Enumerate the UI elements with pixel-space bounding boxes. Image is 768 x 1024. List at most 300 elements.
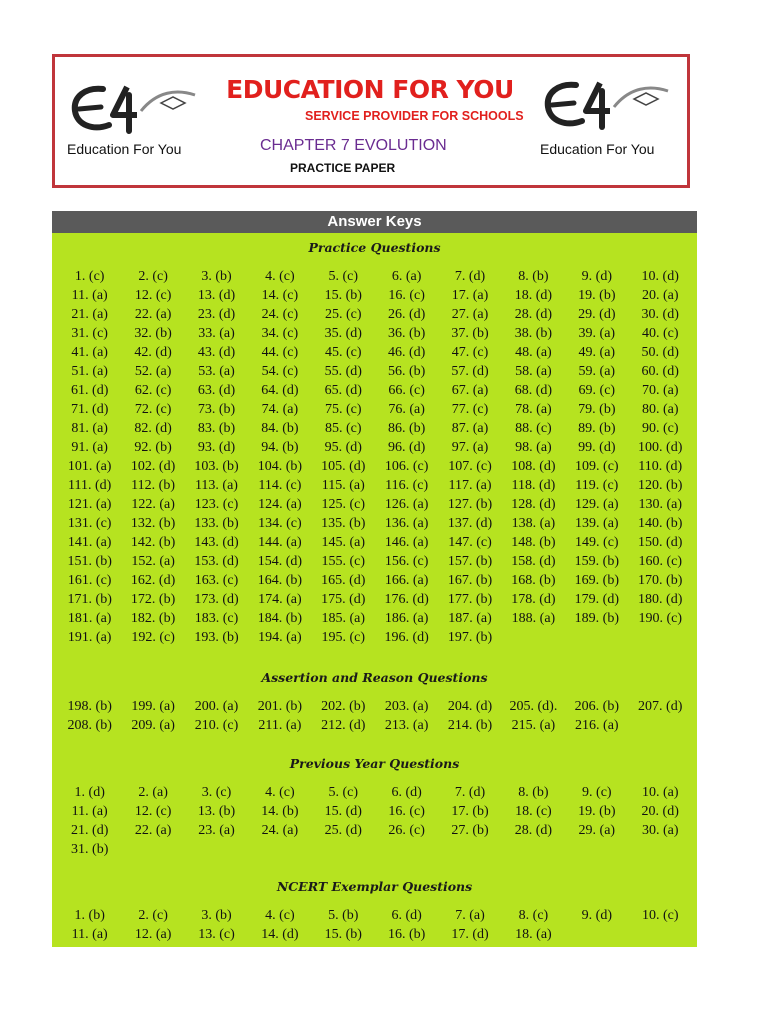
answer-cell: 94. (b) bbox=[261, 440, 299, 455]
answer-cell: 41. (a) bbox=[71, 345, 108, 360]
answer-cell: 12. (c) bbox=[134, 288, 172, 303]
section-title: Previous Year Questions bbox=[289, 756, 460, 771]
answer-cell: 180. (d) bbox=[638, 592, 683, 607]
answer-cell: 72. (c) bbox=[134, 402, 172, 417]
answer-cell: 24. (c) bbox=[261, 307, 299, 322]
answer-row bbox=[58, 628, 692, 647]
answer-row bbox=[58, 267, 692, 286]
answer-row bbox=[58, 495, 692, 514]
answer-cell: 168. (b) bbox=[511, 573, 556, 588]
answer-cell: 145. (a) bbox=[321, 535, 366, 550]
logo-caption-right: Education For You bbox=[540, 141, 655, 157]
answer-cell: 54. (c) bbox=[261, 364, 299, 379]
answer-cell: 74. (a) bbox=[261, 402, 299, 417]
answer-cell: 122. (a) bbox=[131, 497, 175, 512]
answer-cell: 161. (c) bbox=[67, 573, 112, 588]
answer-cell: 6. (a) bbox=[391, 269, 422, 284]
answer-row bbox=[58, 438, 692, 457]
answer-cell: 115. (a) bbox=[321, 478, 365, 493]
answer-cell: 203. (a) bbox=[384, 699, 429, 714]
answer-cell: 112. (b) bbox=[131, 478, 175, 493]
section-title: Assertion and Reason Questions bbox=[261, 670, 488, 685]
answer-cell: 199. (a) bbox=[131, 699, 175, 714]
answer-cell: 64. (d) bbox=[261, 383, 299, 398]
answer-cell: 91. (a) bbox=[71, 440, 108, 455]
answer-cell: 160. (c) bbox=[638, 554, 682, 569]
answer-cell: 88. (c) bbox=[515, 421, 552, 436]
answer-cell: 85. (c) bbox=[324, 421, 362, 436]
answer-cell: 105. (d) bbox=[321, 459, 366, 474]
answer-cell: 165. (d) bbox=[321, 573, 366, 588]
answer-cell: 213. (a) bbox=[384, 718, 429, 733]
answer-row bbox=[58, 419, 692, 438]
answer-cell: 136. (a) bbox=[384, 516, 429, 531]
answer-cell: 49. (a) bbox=[578, 345, 616, 360]
answer-cell: 10. (a) bbox=[641, 785, 679, 800]
answer-cell: 29. (d) bbox=[578, 307, 616, 322]
answer-row bbox=[58, 514, 692, 533]
answer-cell: 194. (a) bbox=[258, 630, 302, 645]
answer-cell: 24. (a) bbox=[261, 823, 299, 838]
answer-cell: 17. (a) bbox=[451, 288, 489, 303]
answer-row bbox=[58, 697, 692, 716]
answer-cell: 175. (d) bbox=[321, 592, 366, 607]
answer-cell: 148. (b) bbox=[511, 535, 556, 550]
answer-cell: 18. (c) bbox=[515, 804, 552, 819]
answer-row bbox=[58, 821, 692, 840]
answer-cell: 61. (d) bbox=[71, 383, 109, 398]
answer-cell: 173. (d) bbox=[194, 592, 239, 607]
answer-cell: 134. (c) bbox=[258, 516, 302, 531]
answer-cell: 79. (b) bbox=[578, 402, 616, 417]
answer-cell: 56. (b) bbox=[387, 364, 426, 379]
answer-cell: 111. (d) bbox=[68, 478, 112, 493]
e4u-logo-icon bbox=[65, 81, 205, 141]
answer-cell: 31. (c) bbox=[71, 326, 108, 341]
answer-cell: 140. (b) bbox=[638, 516, 683, 531]
answer-cell: 190. (c) bbox=[638, 611, 682, 626]
answer-cell: 176. (d) bbox=[384, 592, 429, 607]
answer-cell: 1. (d) bbox=[74, 785, 105, 800]
answer-cell: 36. (b) bbox=[387, 326, 426, 341]
answer-cell: 196. (d) bbox=[384, 630, 429, 645]
answer-row bbox=[58, 362, 692, 381]
answer-cell: 209. (a) bbox=[131, 718, 175, 733]
section-title: Practice Questions bbox=[308, 240, 441, 255]
answer-cell: 164. (b) bbox=[257, 573, 303, 588]
answer-cell: 215. (a) bbox=[511, 718, 556, 733]
answer-cell: 204. (d) bbox=[447, 699, 493, 714]
answer-cell: 172. (b) bbox=[130, 592, 176, 607]
answer-cell: 18. (d) bbox=[514, 288, 553, 303]
answer-cell: 30. (a) bbox=[641, 823, 679, 838]
answer-cell: 108. (d) bbox=[511, 459, 556, 474]
answer-row bbox=[58, 571, 692, 590]
answer-cell: 29. (a) bbox=[578, 823, 616, 838]
answer-cell: 110. (d) bbox=[638, 459, 683, 474]
answer-row bbox=[58, 552, 692, 571]
answer-cell: 14. (b) bbox=[261, 804, 299, 819]
answer-cell: 43. (d) bbox=[197, 345, 236, 360]
answer-cell: 9. (c) bbox=[582, 785, 612, 800]
answer-cell: 13. (d) bbox=[197, 288, 236, 303]
answer-cell: 170. (b) bbox=[638, 573, 683, 588]
answer-cell: 2. (c) bbox=[138, 908, 168, 923]
header-banner bbox=[52, 54, 690, 188]
answer-cell: 89. (b) bbox=[578, 421, 616, 436]
answer-cell: 184. (b) bbox=[257, 611, 303, 626]
answer-cell: 207. (d) bbox=[638, 699, 683, 714]
answer-cell: 117. (a) bbox=[448, 478, 492, 493]
answer-cell: 138. (a) bbox=[511, 516, 556, 531]
answer-cell: 174. (a) bbox=[258, 592, 302, 607]
answer-cell: 33. (a) bbox=[198, 326, 235, 341]
answer-row bbox=[58, 533, 692, 552]
answer-cell: 8. (b) bbox=[518, 269, 549, 284]
answer-cell: 186. (a) bbox=[384, 611, 429, 626]
answer-cell: 3. (b) bbox=[201, 908, 232, 923]
answer-cell: 200. (a) bbox=[194, 699, 239, 714]
answer-grid bbox=[58, 697, 692, 735]
answer-cell: 187. (a) bbox=[448, 611, 492, 626]
answer-cell: 205. (d). bbox=[509, 699, 558, 714]
answer-cell: 10. (d) bbox=[641, 269, 679, 284]
answer-cell: 76. (a) bbox=[388, 402, 425, 417]
answer-cell: 124. (a) bbox=[258, 497, 302, 512]
section-title: NCERT Exemplar Questions bbox=[276, 879, 473, 894]
answer-row bbox=[58, 286, 692, 305]
answer-cell: 11. (a) bbox=[71, 927, 108, 942]
answer-cell: 22. (a) bbox=[134, 307, 172, 322]
answer-cell: 169. (b) bbox=[574, 573, 619, 588]
answer-cell: 156. (c) bbox=[384, 554, 429, 569]
answer-cell: 119. (c) bbox=[575, 478, 619, 493]
header-title: EDUCATION FOR YOU bbox=[226, 75, 514, 104]
answer-cell: 6. (d) bbox=[391, 785, 422, 800]
answer-cell: 188. (a) bbox=[511, 611, 556, 626]
answer-cell: 2. (c) bbox=[138, 269, 168, 284]
answer-cell: 4. (c) bbox=[265, 785, 295, 800]
answer-cell: 70. (a) bbox=[641, 383, 679, 398]
answer-cell: 15. (b) bbox=[324, 288, 362, 303]
answer-cell: 125. (c) bbox=[321, 497, 366, 512]
answer-cell: 6. (d) bbox=[391, 908, 422, 923]
answer-cell: 192. (c) bbox=[131, 630, 175, 645]
answer-cell: 38. (b) bbox=[514, 326, 553, 341]
answer-cell: 137. (d) bbox=[447, 516, 493, 531]
answer-cell: 23. (a) bbox=[198, 823, 235, 838]
answer-cell: 84. (b) bbox=[261, 421, 299, 436]
answer-cell: 16. (c) bbox=[388, 288, 425, 303]
answer-cell: 90. (c) bbox=[641, 421, 679, 436]
answer-cell: 126. (a) bbox=[384, 497, 429, 512]
answer-cell: 81. (a) bbox=[71, 421, 108, 436]
answer-cell: 195. (c) bbox=[321, 630, 366, 645]
answer-row bbox=[58, 802, 692, 821]
answer-cell: 59. (a) bbox=[578, 364, 616, 379]
answer-keys-panel bbox=[52, 233, 697, 947]
answer-keys-title: Answer Keys bbox=[52, 211, 697, 233]
answer-cell: 28. (d) bbox=[514, 823, 553, 838]
answer-cell: 8. (c) bbox=[518, 908, 549, 923]
answer-cell: 185. (a) bbox=[321, 611, 366, 626]
answer-cell: 193. (b) bbox=[194, 630, 239, 645]
answer-cell: 154. (d) bbox=[257, 554, 303, 569]
answer-cell: 95. (d) bbox=[324, 440, 362, 455]
answer-cell: 5. (b) bbox=[328, 908, 359, 923]
answer-cell: 214. (b) bbox=[447, 718, 493, 733]
answer-cell: 22. (a) bbox=[134, 823, 172, 838]
answer-cell: 44. (c) bbox=[261, 345, 299, 360]
answer-row bbox=[58, 840, 692, 859]
answer-grid bbox=[58, 906, 692, 944]
answer-cell: 129. (a) bbox=[575, 497, 619, 512]
answer-cell: 132. (b) bbox=[130, 516, 176, 531]
answer-cell: 93. (d) bbox=[197, 440, 236, 455]
answer-cell: 2. (a) bbox=[138, 785, 168, 800]
answer-row bbox=[58, 324, 692, 343]
answer-cell: 27. (b) bbox=[451, 823, 489, 838]
answer-cell: 15. (b) bbox=[324, 927, 362, 942]
answer-cell: 212. (d) bbox=[321, 718, 366, 733]
answer-cell: 107. (c) bbox=[448, 459, 492, 474]
answer-cell: 189. (b) bbox=[574, 611, 619, 626]
answer-cell: 198. (b) bbox=[67, 699, 112, 714]
answer-cell: 114. (c) bbox=[258, 478, 302, 493]
answer-cell: 182. (b) bbox=[130, 611, 176, 626]
answer-cell: 23. (d) bbox=[197, 307, 236, 322]
answer-cell: 12. (a) bbox=[134, 927, 172, 942]
answer-cell: 151. (b) bbox=[67, 554, 112, 569]
answer-cell: 55. (d) bbox=[324, 364, 362, 379]
answer-cell: 9. (d) bbox=[581, 908, 612, 923]
answer-cell: 208. (b) bbox=[67, 718, 112, 733]
answer-cell: 83. (b) bbox=[197, 421, 236, 436]
answer-cell: 201. (b) bbox=[257, 699, 303, 714]
answer-cell: 178. (d) bbox=[511, 592, 556, 607]
answer-cell: 146. (a) bbox=[384, 535, 429, 550]
answer-cell: 14. (d) bbox=[261, 927, 299, 942]
answer-cell: 102. (d) bbox=[130, 459, 176, 474]
answer-cell: 28. (d) bbox=[514, 307, 553, 322]
answer-cell: 48. (a) bbox=[515, 345, 552, 360]
answer-cell: 127. (b) bbox=[447, 497, 493, 512]
answer-cell: 86. (b) bbox=[387, 421, 426, 436]
answer-cell: 202. (b) bbox=[321, 699, 366, 714]
answer-cell: 211. (a) bbox=[258, 718, 302, 733]
answer-cell: 16. (b) bbox=[387, 927, 426, 942]
answer-row bbox=[58, 476, 692, 495]
answer-cell: 11. (a) bbox=[71, 288, 108, 303]
answer-cell: 63. (d) bbox=[197, 383, 236, 398]
answer-cell: 11. (a) bbox=[71, 804, 108, 819]
answer-cell: 191. (a) bbox=[67, 630, 112, 645]
answer-cell: 143. (d) bbox=[194, 535, 239, 550]
answer-cell: 26. (c) bbox=[388, 823, 425, 838]
answer-cell: 149. (c) bbox=[575, 535, 619, 550]
answer-cell: 69. (c) bbox=[578, 383, 616, 398]
logo-left bbox=[65, 81, 205, 161]
answer-cell: 181. (a) bbox=[67, 611, 112, 626]
answer-cell: 67. (a) bbox=[451, 383, 489, 398]
answer-cell: 35. (d) bbox=[324, 326, 362, 341]
answer-cell: 66. (c) bbox=[388, 383, 425, 398]
answer-cell: 1. (b) bbox=[74, 908, 105, 923]
answer-cell: 96. (d) bbox=[387, 440, 426, 455]
answer-row bbox=[58, 716, 692, 735]
answer-cell: 135. (b) bbox=[321, 516, 366, 531]
answer-cell: 3. (b) bbox=[201, 269, 232, 284]
answer-grid bbox=[58, 783, 692, 859]
answer-cell: 3. (c) bbox=[201, 785, 232, 800]
answer-cell: 147. (c) bbox=[448, 535, 492, 550]
answer-cell: 162. (d) bbox=[130, 573, 176, 588]
answer-cell: 5. (c) bbox=[328, 269, 359, 284]
answer-cell: 80. (a) bbox=[641, 402, 679, 417]
answer-cell: 39. (a) bbox=[578, 326, 616, 341]
answer-cell: 99. (d) bbox=[578, 440, 616, 455]
answer-cell: 57. (d) bbox=[451, 364, 489, 379]
answer-cell: 150. (d) bbox=[638, 535, 683, 550]
answer-cell: 50. (d) bbox=[641, 345, 679, 360]
answer-cell: 82. (d) bbox=[134, 421, 172, 436]
answer-cell: 71. (d) bbox=[71, 402, 109, 417]
answer-grid bbox=[58, 267, 692, 647]
answer-cell: 19. (b) bbox=[578, 288, 616, 303]
answer-cell: 65. (d) bbox=[324, 383, 362, 398]
answer-cell: 8. (b) bbox=[518, 785, 549, 800]
answer-cell: 123. (c) bbox=[194, 497, 239, 512]
answer-cell: 121. (a) bbox=[67, 497, 112, 512]
answer-cell: 152. (a) bbox=[131, 554, 175, 569]
answer-cell: 17. (d) bbox=[451, 927, 489, 942]
answer-cell: 7. (d) bbox=[454, 269, 486, 284]
answer-cell: 30. (d) bbox=[641, 307, 679, 322]
chapter-title: CHAPTER 7 EVOLUTION bbox=[260, 137, 447, 154]
answer-cell: 177. (b) bbox=[447, 592, 493, 607]
answer-cell: 106. (c) bbox=[384, 459, 429, 474]
answer-cell: 42. (d) bbox=[134, 345, 172, 360]
answer-cell: 4. (c) bbox=[265, 269, 295, 284]
answer-cell: 7. (a) bbox=[455, 908, 485, 923]
answer-cell: 97. (a) bbox=[451, 440, 489, 455]
answer-row bbox=[58, 590, 692, 609]
answer-cell: 100. (d) bbox=[638, 440, 683, 455]
answer-row bbox=[58, 305, 692, 324]
answer-cell: 40. (c) bbox=[641, 326, 679, 341]
answer-cell: 15. (d) bbox=[324, 804, 362, 819]
answer-cell: 34. (c) bbox=[261, 326, 299, 341]
answer-cell: 171. (b) bbox=[67, 592, 112, 607]
answer-cell: 53. (a) bbox=[198, 364, 235, 379]
answer-row bbox=[58, 381, 692, 400]
answer-cell: 18. (a) bbox=[515, 927, 552, 942]
answer-cell: 167. (b) bbox=[447, 573, 493, 588]
header-subtitle: SERVICE PROVIDER FOR SCHOOLS bbox=[305, 109, 524, 123]
answer-cell: 92. (b) bbox=[134, 440, 172, 455]
answer-cell: 73. (b) bbox=[197, 402, 236, 417]
answer-cell: 158. (d) bbox=[511, 554, 556, 569]
answer-row bbox=[58, 400, 692, 419]
answer-cell: 163. (c) bbox=[194, 573, 239, 588]
answer-row bbox=[58, 457, 692, 476]
answer-row bbox=[58, 609, 692, 628]
answer-cell: 12. (c) bbox=[134, 804, 172, 819]
answer-row bbox=[58, 925, 692, 944]
answer-cell: 13. (c) bbox=[198, 927, 235, 942]
answer-cell: 25. (c) bbox=[324, 307, 362, 322]
logo-right bbox=[538, 77, 678, 157]
answer-cell: 20. (d) bbox=[641, 804, 679, 819]
answer-row bbox=[58, 783, 692, 802]
e4u-logo-icon bbox=[538, 77, 678, 137]
answer-cell: 32. (b) bbox=[134, 326, 172, 341]
answer-cell: 109. (c) bbox=[575, 459, 619, 474]
answer-cell: 98. (a) bbox=[515, 440, 552, 455]
answer-cell: 4. (c) bbox=[265, 908, 295, 923]
answer-cell: 101. (a) bbox=[67, 459, 112, 474]
answer-cell: 45. (c) bbox=[324, 345, 362, 360]
answer-cell: 133. (b) bbox=[194, 516, 239, 531]
answer-cell: 1. (c) bbox=[74, 269, 105, 284]
answer-cell: 27. (a) bbox=[451, 307, 489, 322]
answer-cell: 21. (a) bbox=[71, 307, 108, 322]
answer-cell: 130. (a) bbox=[638, 497, 682, 512]
answer-cell: 118. (d) bbox=[511, 478, 556, 493]
answer-cell: 17. (b) bbox=[451, 804, 489, 819]
answer-cell: 52. (a) bbox=[134, 364, 172, 379]
answer-cell: 78. (a) bbox=[515, 402, 552, 417]
answer-row bbox=[58, 343, 692, 362]
answer-cell: 37. (b) bbox=[451, 326, 489, 341]
answer-cell: 26. (d) bbox=[387, 307, 426, 322]
answer-cell: 210. (c) bbox=[194, 718, 239, 733]
answer-cell: 51. (a) bbox=[71, 364, 108, 379]
answer-cell: 31. (b) bbox=[71, 842, 109, 857]
answer-cell: 68. (d) bbox=[514, 383, 553, 398]
answer-cell: 179. (d) bbox=[574, 592, 619, 607]
answer-cell: 60. (d) bbox=[641, 364, 679, 379]
answer-cell: 75. (c) bbox=[324, 402, 362, 417]
answer-cell: 62. (c) bbox=[134, 383, 172, 398]
answer-cell: 183. (c) bbox=[194, 611, 239, 626]
answer-cell: 155. (c) bbox=[321, 554, 366, 569]
answer-cell: 16. (c) bbox=[388, 804, 425, 819]
answer-cell: 58. (a) bbox=[515, 364, 552, 379]
answer-cell: 10. (c) bbox=[641, 908, 679, 923]
answer-cell: 166. (a) bbox=[384, 573, 429, 588]
answer-cell: 7. (d) bbox=[454, 785, 486, 800]
paper-label: PRACTICE PAPER bbox=[290, 161, 396, 175]
logo-caption-left: Education For You bbox=[67, 141, 182, 157]
answer-cell: 216. (a) bbox=[575, 718, 619, 733]
answer-cell: 131. (c) bbox=[67, 516, 112, 531]
answer-cell: 104. (b) bbox=[257, 459, 303, 474]
answer-cell: 144. (a) bbox=[258, 535, 302, 550]
answer-cell: 141. (a) bbox=[67, 535, 112, 550]
answer-cell: 103. (b) bbox=[194, 459, 239, 474]
answer-cell: 116. (c) bbox=[385, 478, 429, 493]
answer-cell: 153. (d) bbox=[194, 554, 239, 569]
answer-cell: 46. (d) bbox=[387, 345, 426, 360]
answer-cell: 19. (b) bbox=[578, 804, 616, 819]
answer-cell: 13. (b) bbox=[197, 804, 236, 819]
answer-cell: 9. (d) bbox=[581, 269, 612, 284]
answer-cell: 25. (d) bbox=[324, 823, 362, 838]
answer-cell: 77. (c) bbox=[451, 402, 489, 417]
answer-row bbox=[58, 906, 692, 925]
answer-cell: 157. (b) bbox=[447, 554, 493, 569]
